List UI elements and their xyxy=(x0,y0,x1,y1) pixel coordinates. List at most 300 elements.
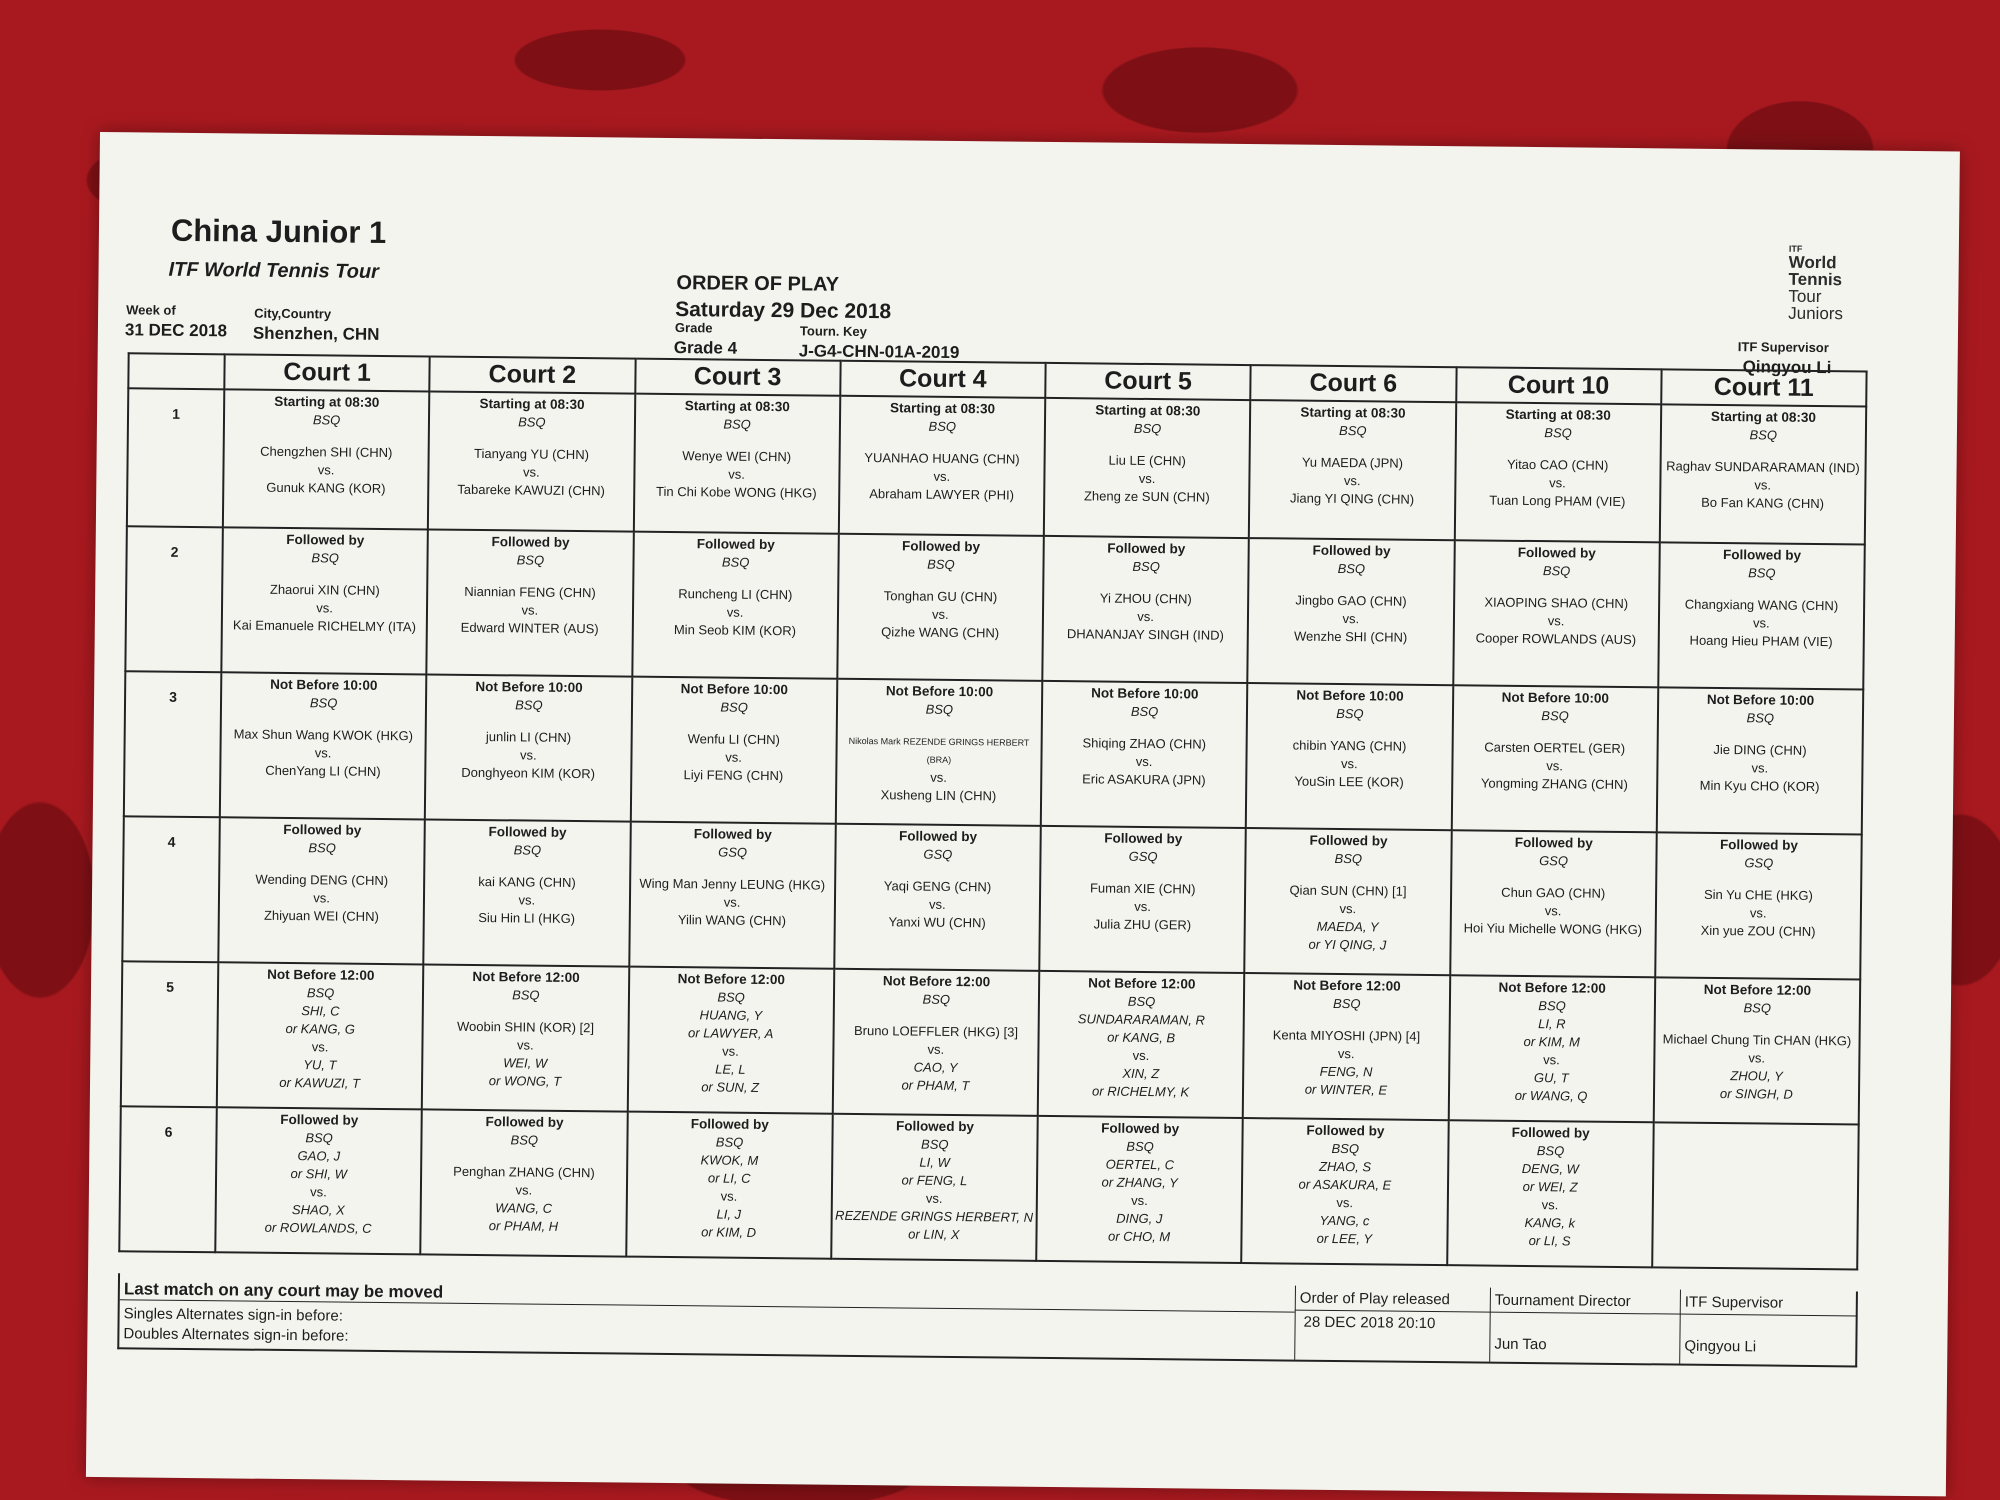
match-schedule: Starting at 08:30 xyxy=(1300,404,1406,421)
event-type: BSQ xyxy=(1132,558,1160,575)
player-name: Qizhe WANG (CHN) xyxy=(881,624,1000,641)
versus-label: vs. xyxy=(1546,758,1563,774)
match-schedule: Not Before 10:00 xyxy=(1706,691,1815,708)
match-cell xyxy=(1241,1118,1448,1265)
match-schedule: Not Before 12:00 xyxy=(677,971,786,988)
player-name: Wenye WEI (CHN) xyxy=(682,448,792,465)
match-schedule: Followed by xyxy=(898,828,978,845)
player-name: DING, J xyxy=(1116,1210,1163,1227)
released-value: 28 DEC 2018 20:10 xyxy=(1303,1313,1436,1333)
player-name: LI, J xyxy=(716,1206,742,1222)
player-name: Qian SUN (CHN) [1] xyxy=(1289,882,1407,899)
match-schedule xyxy=(1654,1125,1857,1127)
grade-label: Grade xyxy=(674,320,713,336)
match-schedule: Followed by xyxy=(696,536,775,553)
player-name: Chengzhen SHI (CHN) xyxy=(260,443,393,461)
event-type: BSQ xyxy=(309,695,338,711)
footer-supervisor-value: Qingyou Li xyxy=(1684,1337,1757,1356)
player-name: or CHO, M xyxy=(1107,1228,1171,1245)
player-name: or PHAM, T xyxy=(901,1077,970,1094)
player-name: Nikolas Mark REZENDE GRINGS HERBERT (BRA) xyxy=(848,735,1030,765)
match-schedule: Not Before 12:00 xyxy=(267,966,375,983)
match-schedule: Not Before 10:00 xyxy=(1296,687,1404,704)
event-type: BSQ xyxy=(1748,565,1776,581)
match-schedule: Followed by xyxy=(1104,830,1183,847)
match-schedule: Followed by xyxy=(690,1116,769,1133)
event-type: BSQ xyxy=(720,699,748,715)
player-name: HUANG, Y xyxy=(699,1007,763,1023)
row-number-header xyxy=(128,353,224,389)
player-name: or ROWLANDS, C xyxy=(264,1219,372,1236)
player-name: Eric ASAKURA (JPN) xyxy=(1082,771,1206,788)
player-name: XIN, Z xyxy=(1122,1065,1160,1082)
player-name: or LEE, Y xyxy=(1316,1230,1373,1247)
player-name: or LIN, X xyxy=(908,1226,960,1243)
match-cell xyxy=(627,967,834,1114)
event-type: BSQ xyxy=(1126,1138,1154,1155)
player-name: Yilin WANG (CHN) xyxy=(677,912,787,929)
player-name: Yu MAEDA (JPN) xyxy=(1301,454,1404,471)
player-name: KANG, k xyxy=(1524,1214,1576,1231)
player-name: Xusheng LIN (CHN) xyxy=(880,787,997,804)
versus-label: vs. xyxy=(1131,1192,1148,1209)
tour-name: ITF World Tennis Tour xyxy=(168,258,380,283)
player-name: or WINTER, E xyxy=(1304,1081,1388,1098)
player-name: REZENDE GRINGS HERBERT, N xyxy=(835,1207,1034,1225)
versus-label: vs. xyxy=(725,749,743,765)
match-schedule: Followed by xyxy=(1312,542,1391,559)
player-name: SHAO, X xyxy=(291,1202,345,1218)
match-cell xyxy=(833,969,1040,1116)
match-schedule: Followed by xyxy=(901,538,981,555)
match-cell xyxy=(633,394,840,534)
player-name: or RICHELMY, K xyxy=(1092,1083,1190,1100)
match-schedule: Followed by xyxy=(1719,837,1799,853)
match-cell xyxy=(421,1109,628,1256)
versus-label: vs. xyxy=(311,1039,329,1055)
match-cell xyxy=(1652,1122,1859,1269)
player-name: FENG, N xyxy=(1319,1063,1373,1080)
player-name: Changxiang WANG (CHN) xyxy=(1684,596,1839,614)
director-box xyxy=(1489,1288,1680,1364)
row-number: 4 xyxy=(122,816,220,962)
player-name: Tuan Long PHAM (VIE) xyxy=(1489,492,1626,509)
match-schedule: Not Before 12:00 xyxy=(472,968,580,986)
player-name: or ASAKURA, E xyxy=(1298,1176,1392,1193)
player-name: Julia ZHU (GER) xyxy=(1093,916,1192,933)
versus-label: vs. xyxy=(1541,1197,1559,1213)
event-type: BSQ xyxy=(1746,710,1775,726)
player-name: Hoi Yiu Michelle WONG (HKG) xyxy=(1463,920,1643,938)
player-name: Yaqi GENG (CHN) xyxy=(883,878,992,895)
versus-label: vs. xyxy=(933,468,951,484)
player-name: ZHOU, Y xyxy=(1730,1068,1783,1084)
player-name: LE, L xyxy=(715,1061,746,1077)
footer-supervisor-box xyxy=(1679,1290,1858,1366)
player-name: OERTEL, C xyxy=(1105,1156,1175,1173)
player-name: chibin YANG (CHN) xyxy=(1292,737,1407,754)
order-of-play-title: ORDER OF PLAY xyxy=(676,272,840,296)
player-name: or FENG, L xyxy=(901,1172,968,1189)
match-cell xyxy=(834,824,1041,971)
match-schedule: Followed by xyxy=(283,821,362,838)
tourn-key-label: Tourn. Key xyxy=(799,323,867,340)
event-type: BSQ xyxy=(1749,427,1778,443)
match-cell xyxy=(831,1114,1038,1261)
versus-label: vs. xyxy=(1748,1050,1766,1066)
player-name: Kai Emanuele RICHELMY (ITA) xyxy=(232,617,417,635)
match-cell xyxy=(217,962,424,1109)
match-schedule: Starting at 08:30 xyxy=(1710,408,1817,425)
versus-label: vs. xyxy=(1132,1047,1150,1064)
match-schedule: Not Before 12:00 xyxy=(1498,979,1606,996)
versus-label: vs. xyxy=(720,1188,738,1204)
match-row xyxy=(124,671,1863,834)
player-name: Chun GAO (CHN) xyxy=(1501,884,1606,901)
player-name: GU, T xyxy=(1533,1070,1569,1086)
versus-label: vs. xyxy=(519,747,537,763)
match-cell xyxy=(836,679,1043,826)
event-type: GSQ xyxy=(1744,855,1774,871)
match-schedule: Not Before 10:00 xyxy=(475,678,583,696)
match-schedule: Not Before 10:00 xyxy=(1091,685,1199,702)
event-type: BSQ xyxy=(1544,425,1572,441)
event-type: BSQ xyxy=(1334,850,1363,867)
player-name: Wenzhe SHI (CHN) xyxy=(1293,628,1408,645)
player-name: Max Shun Wang KWOK (HKG) xyxy=(233,726,414,744)
player-name: Raghav SUNDARARAMAN (IND) xyxy=(1666,458,1860,476)
player-name: MAEDA, Y xyxy=(1316,918,1379,935)
event-type: BSQ xyxy=(1541,708,1569,724)
player-name: Jie DING (CHN) xyxy=(1713,741,1807,758)
player-name: Jingbo GAO (CHN) xyxy=(1295,592,1407,609)
event-type: BSQ xyxy=(1339,422,1367,439)
footer xyxy=(117,1273,1858,1367)
city-label: City,Country xyxy=(254,305,332,322)
city-value: Shenzhen, CHN xyxy=(252,323,380,344)
player-name: Bruno LOEFFLER (HKG) [3] xyxy=(853,1022,1019,1040)
player-name: WEI, W xyxy=(503,1055,548,1071)
versus-label: vs. xyxy=(1138,470,1156,487)
player-name: or LAWYER, A xyxy=(688,1025,774,1042)
match-cell xyxy=(1044,398,1251,538)
match-schedule: Followed by xyxy=(895,1118,975,1135)
match-schedule: Starting at 08:30 xyxy=(479,395,585,413)
player-name: GAO, J xyxy=(297,1148,341,1164)
event-type: BSQ xyxy=(1336,705,1364,722)
player-name: Edward WINTER (AUS) xyxy=(460,619,599,637)
versus-label: vs. xyxy=(728,466,745,482)
director-value: Jun Tao xyxy=(1494,1335,1547,1354)
player-name: Hoang Hieu PHAM (VIE) xyxy=(1689,632,1833,650)
match-schedule: Not Before 10:00 xyxy=(1501,689,1609,706)
match-schedule: Not Before 12:00 xyxy=(882,973,991,990)
match-cell xyxy=(1038,971,1245,1118)
match-cell xyxy=(629,822,836,969)
player-name: SUNDARARAMAN, R xyxy=(1077,1011,1206,1028)
match-cell xyxy=(422,964,629,1111)
player-name: Min Kyu CHO (KOR) xyxy=(1699,777,1820,795)
player-name: or SHI, W xyxy=(290,1166,347,1182)
player-name: WANG, C xyxy=(495,1200,553,1216)
released-box xyxy=(1294,1286,1490,1362)
player-name: Zheng ze SUN (CHN) xyxy=(1083,488,1210,505)
player-name: Fuman XIE (CHN) xyxy=(1089,880,1196,897)
versus-label: vs. xyxy=(1336,1195,1354,1211)
match-cell xyxy=(1248,538,1455,685)
match-schedule: Followed by xyxy=(1309,832,1388,849)
supervisor-label: ITF Supervisor xyxy=(1737,339,1829,356)
match-schedule: Starting at 08:30 xyxy=(889,400,996,417)
play-date: Saturday 29 Dec 2018 xyxy=(675,298,892,324)
player-name: or KAWUZI, T xyxy=(279,1074,361,1091)
event-type: BSQ xyxy=(723,416,751,432)
event-type: BSQ xyxy=(925,701,954,717)
match-schedule: Followed by xyxy=(485,1114,564,1130)
event-type: BSQ xyxy=(928,418,957,434)
court-header: Court 1 xyxy=(224,354,430,391)
match-cell xyxy=(425,674,632,821)
match-schedule: Not Before 12:00 xyxy=(1703,981,1812,998)
row-number: 5 xyxy=(121,961,219,1107)
match-schedule: Not Before 12:00 xyxy=(1293,977,1401,994)
versus-label: vs. xyxy=(1137,608,1154,625)
court-header: Court 5 xyxy=(1045,363,1251,400)
match-row xyxy=(119,1106,1858,1269)
match-cell xyxy=(427,529,634,676)
event-type: BSQ xyxy=(1333,995,1361,1012)
supervisor-value: Qingyou Li xyxy=(1742,357,1832,378)
week-label: Week of xyxy=(126,302,176,318)
player-name: YUANHAO HUANG (CHN) xyxy=(864,450,1020,467)
player-name: Wending DENG (CHN) xyxy=(255,871,389,889)
match-cell xyxy=(626,1112,833,1259)
player-name: Jiang YI QING (CHN) xyxy=(1290,490,1415,507)
versus-label: vs. xyxy=(1754,477,1772,493)
player-name: junlin LI (CHN) xyxy=(485,729,572,745)
event-type: BSQ xyxy=(311,550,339,566)
event-type xyxy=(1654,1125,1857,1127)
player-name: KWOK, M xyxy=(700,1152,759,1168)
match-row xyxy=(125,526,1864,689)
versus-label: vs. xyxy=(1135,753,1153,770)
court-header: Court 6 xyxy=(1251,365,1457,402)
event-type: BSQ xyxy=(515,697,543,713)
event-type: GSQ xyxy=(923,846,953,862)
player-name: Min Seob KIM (KOR) xyxy=(673,622,797,639)
event-type: BSQ xyxy=(921,1136,949,1152)
event-type: BSQ xyxy=(305,1130,333,1146)
versus-label: vs. xyxy=(516,1037,534,1053)
event-type: BSQ xyxy=(312,412,341,428)
player-name: Shiqing ZHAO (CHN) xyxy=(1082,735,1207,752)
player-name: DENG, W xyxy=(1521,1160,1579,1177)
player-name: or SINGH, D xyxy=(1719,1086,1793,1102)
match-cell xyxy=(428,391,635,531)
match-cell xyxy=(221,527,428,674)
court-header: Court 3 xyxy=(635,359,841,396)
event-type: BSQ xyxy=(518,414,546,430)
versus-label: vs. xyxy=(313,890,331,906)
player-name: Liu LE (CHN) xyxy=(1108,452,1186,469)
match-schedule: Followed by xyxy=(693,826,772,843)
versus-label: vs. xyxy=(1547,613,1565,629)
player-name: Kenta MIYOSHI (JPN) [4] xyxy=(1272,1027,1421,1044)
player-name: Wenfu LI (CHN) xyxy=(687,731,780,748)
versus-label: vs. xyxy=(518,892,536,908)
match-row xyxy=(121,961,1860,1124)
last-match-note: Last match on any court may be moved xyxy=(123,1279,444,1302)
event-type: BSQ xyxy=(715,1134,744,1150)
match-cell xyxy=(1041,681,1248,828)
versus-label: vs. xyxy=(925,1190,943,1206)
player-name: kai KANG (CHN) xyxy=(478,874,576,891)
player-name: Tin Chi Kobe WONG (HKG) xyxy=(656,483,817,501)
match-cell xyxy=(1655,832,1862,979)
player-name: or LI, C xyxy=(707,1170,751,1186)
match-schedule: Followed by xyxy=(1306,1122,1385,1139)
match-cell xyxy=(1243,973,1450,1120)
player-name: Abraham LAWYER (PHI) xyxy=(869,486,1015,503)
player-name: Xin yue ZOU (CHN) xyxy=(1700,922,1816,940)
doubles-alternates-note: Doubles Alternates sign-in before: xyxy=(123,1325,349,1345)
versus-label: vs. xyxy=(931,606,949,622)
player-name: DHANANJAY SINGH (IND) xyxy=(1066,626,1224,643)
versus-label: vs. xyxy=(1134,898,1151,915)
versus-label: vs. xyxy=(317,462,335,478)
versus-label: vs. xyxy=(1752,615,1770,631)
event-type: BSQ xyxy=(721,554,750,570)
match-schedule: Followed by xyxy=(488,824,567,840)
match-schedule: Followed by xyxy=(491,534,570,550)
player-name: or WEI, Z xyxy=(1522,1178,1578,1195)
match-cell xyxy=(1447,1120,1654,1267)
versus-label: vs. xyxy=(1549,475,1566,491)
player-name: or KANG, B xyxy=(1107,1029,1176,1046)
match-cell xyxy=(1658,542,1865,689)
player-name: Wing Man Jenny LEUNG (HKG) xyxy=(639,875,826,893)
versus-label: vs. xyxy=(928,896,946,912)
event-type: BSQ xyxy=(512,987,540,1003)
match-cell xyxy=(839,396,1046,536)
player-name: Tonghan GU (CHN) xyxy=(883,588,998,605)
player-name: ChenYang LI (CHN) xyxy=(265,762,381,779)
player-name: Zhaorui XIN (CHN) xyxy=(269,581,380,598)
singles-alternates-note: Singles Alternates sign-in before: xyxy=(123,1305,343,1325)
player-name: or WONG, T xyxy=(488,1073,562,1089)
player-name: XIAOPING SHAO (CHN) xyxy=(1484,594,1629,612)
versus-label: vs. xyxy=(316,600,334,616)
match-cell xyxy=(1448,975,1655,1122)
player-name: Cooper ROWLANDS (AUS) xyxy=(1475,630,1637,648)
match-schedule: Followed by xyxy=(280,1111,359,1128)
row-number: 3 xyxy=(124,671,222,817)
player-name: or PHAM, H xyxy=(488,1218,559,1234)
player-name: or SUN, Z xyxy=(701,1079,760,1095)
court-header: Court 10 xyxy=(1456,367,1662,404)
row-number: 1 xyxy=(127,388,224,527)
event-type: BSQ xyxy=(516,552,545,568)
versus-label: vs. xyxy=(1751,760,1769,776)
itf-world-tennis-tour-juniors-logo: ITF World Tennis Tour Juniors xyxy=(1788,243,1844,324)
player-name: or ZHANG, Y xyxy=(1101,1174,1178,1191)
player-name: or LI, S xyxy=(1528,1233,1571,1249)
match-cell xyxy=(424,819,631,966)
player-name: LI, R xyxy=(1538,1016,1566,1032)
versus-label: vs. xyxy=(1343,473,1361,489)
player-name: Yanxi WU (CHN) xyxy=(888,914,986,931)
versus-label: vs. xyxy=(726,604,744,620)
event-type: GSQ xyxy=(1128,848,1158,865)
player-name: Yongming ZHANG (CHN) xyxy=(1480,775,1628,793)
player-name: YANG, c xyxy=(1319,1212,1370,1229)
player-name: Yi ZHOU (CHN) xyxy=(1099,590,1192,607)
match-cell xyxy=(632,532,839,679)
match-schedule: Followed by xyxy=(1101,1120,1180,1137)
match-cell xyxy=(1036,1116,1243,1263)
versus-label: vs. xyxy=(723,894,741,910)
event-type: GSQ xyxy=(718,844,748,860)
match-cell xyxy=(1245,828,1452,975)
match-rows xyxy=(119,388,1866,1269)
match-schedule: Followed by xyxy=(1107,540,1186,557)
match-cell xyxy=(1451,685,1658,832)
versus-label: vs. xyxy=(1340,756,1358,772)
match-cell xyxy=(1454,402,1661,542)
event-type: BSQ xyxy=(513,842,542,858)
player-name: Donghyeon KIM (KOR) xyxy=(461,764,596,782)
versus-label: vs. xyxy=(1337,1046,1355,1062)
versus-label: vs. xyxy=(1339,901,1357,917)
player-name: or KANG, G xyxy=(285,1020,355,1037)
tourn-key-value: J-G4-CHN-01A-2019 xyxy=(798,341,960,363)
versus-label: vs. xyxy=(1544,903,1562,919)
versus-label: vs. xyxy=(722,1043,739,1059)
match-schedule: Not Before 10:00 xyxy=(270,676,378,693)
versus-label: vs. xyxy=(515,1182,533,1198)
player-name: Bo Fan KANG (CHN) xyxy=(1701,494,1825,512)
match-schedule: Not Before 10:00 xyxy=(885,683,994,700)
player-name: Michael Chung Tin CHAN (HKG) xyxy=(1662,1031,1852,1049)
event-type: BSQ xyxy=(1130,703,1159,720)
match-schedule: Followed by xyxy=(1517,544,1596,561)
match-cell xyxy=(1657,687,1864,834)
versus-label: vs. xyxy=(1342,611,1360,627)
player-name: or KIM, M xyxy=(1523,1033,1580,1050)
match-cell xyxy=(215,1107,422,1254)
match-schedule: Followed by xyxy=(1722,547,1802,563)
event-type: BSQ xyxy=(1127,993,1156,1010)
event-type: BSQ xyxy=(927,556,955,572)
player-name: Runcheng LI (CHN) xyxy=(678,586,793,603)
versus-label: vs. xyxy=(927,1041,945,1057)
tournament-name: China Junior 1 xyxy=(170,212,387,251)
match-cell xyxy=(220,672,427,819)
player-name: Tabareke KAWUZI (CHN) xyxy=(457,481,606,499)
player-name: CAO, Y xyxy=(913,1059,958,1076)
event-type: BSQ xyxy=(1542,563,1571,579)
event-type: BSQ xyxy=(922,991,951,1007)
player-name: Gunuk KANG (KOR) xyxy=(266,479,386,497)
match-cell xyxy=(1249,400,1456,540)
player-name: Penghan ZHANG (CHN) xyxy=(453,1163,595,1181)
match-row xyxy=(122,816,1861,979)
footer-supervisor-label: ITF Supervisor xyxy=(1684,1293,1784,1312)
event-type: BSQ xyxy=(1133,420,1162,437)
week-value: 31 DEC 2018 xyxy=(124,320,228,341)
match-schedule: Not Before 12:00 xyxy=(1088,975,1196,992)
order-of-play-sheet xyxy=(86,132,1960,1496)
